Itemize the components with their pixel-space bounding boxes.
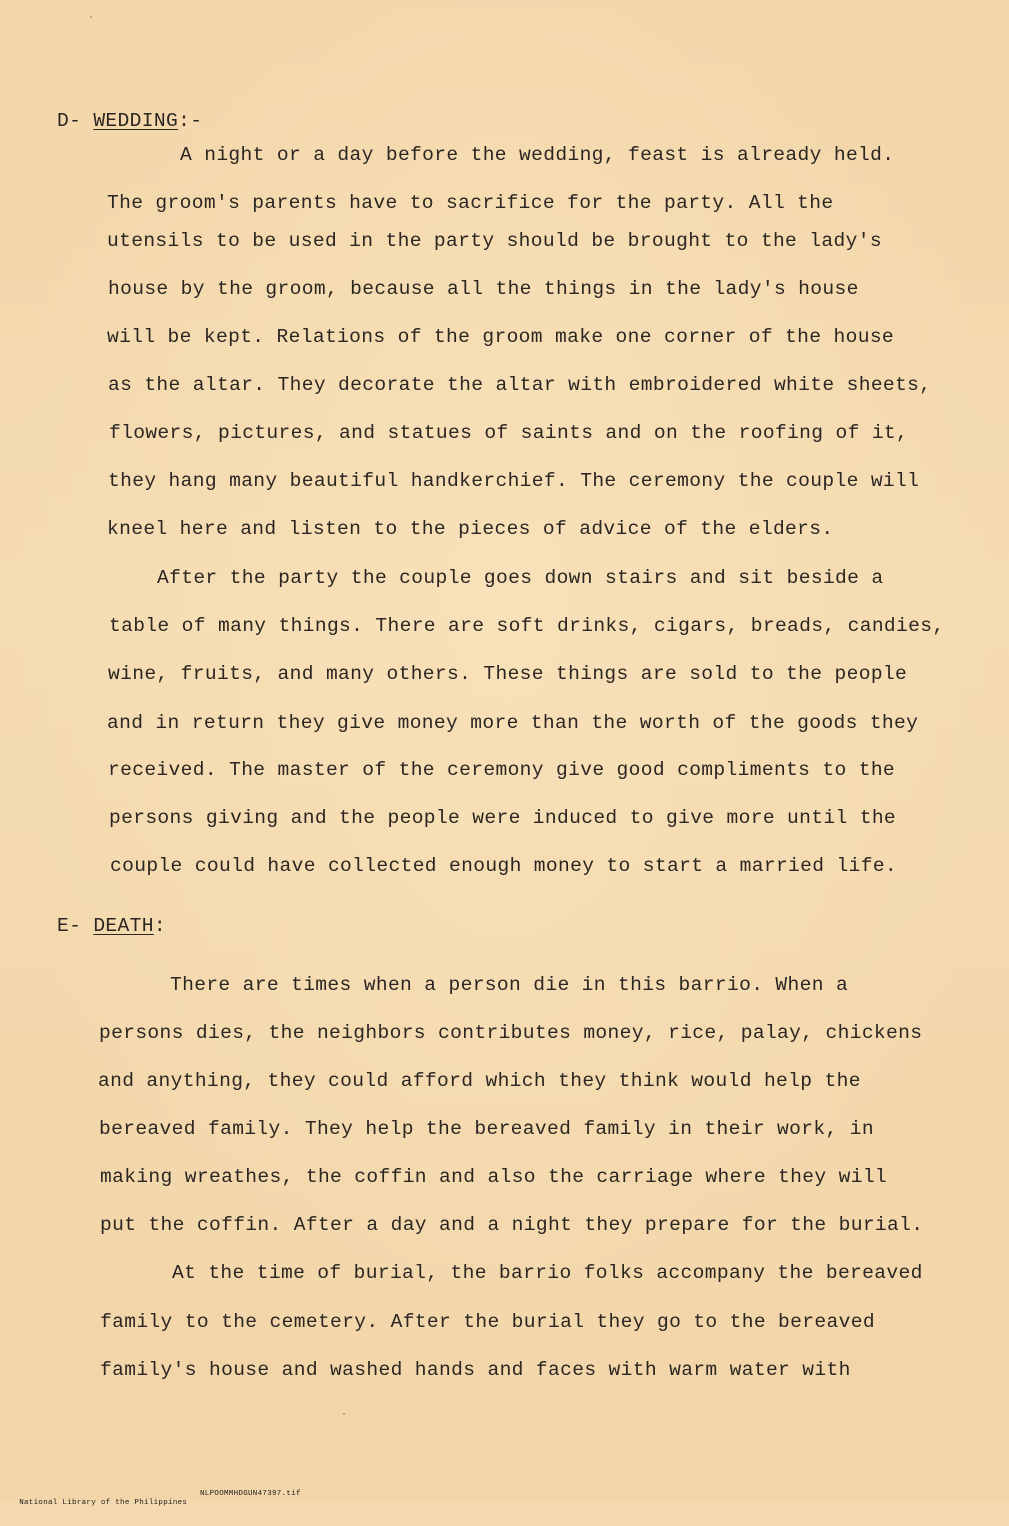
section-d-line: received. The master of the ceremony give good compliments to the [108, 759, 896, 781]
section-d-heading [57, 109, 202, 133]
section-d-line: couple could have collected enough money to start a married life. [110, 855, 898, 877]
scan-footer [0, 1490, 301, 1526]
section-e-line: There are times when a person die in this barrio. When a [170, 974, 849, 996]
section-d-line: they hang many beautiful handkerchief. The ceremony the couple will [108, 470, 920, 492]
section-d-line: utensils to be used in the party should be brought to the lady's [107, 230, 882, 252]
section-d-line: kneel here and listen to the pieces of advice of the elders. [107, 518, 834, 540]
section-e-line: family to the cemetery. After the burial they go to the bereaved [100, 1311, 875, 1333]
section-d-suffix: :- [178, 110, 203, 132]
section-d-line: and in return they give money more than the worth of the goods they [107, 712, 919, 734]
section-e-title: DEATH [93, 915, 154, 937]
section-d-prefix: D- [57, 110, 94, 132]
section-d-line: will be kept. Relations of the groom make one corner of the house [107, 326, 895, 348]
section-e-prefix: E- [57, 915, 94, 937]
section-d-line: wine, fruits, and many others. These things are sold to the people [108, 663, 908, 685]
section-e-heading [57, 914, 166, 938]
section-e-line: and anything, they could afford which they think would help the [98, 1070, 861, 1092]
paper-speck [343, 1413, 345, 1415]
section-e-suffix: : [153, 915, 166, 937]
section-d-line: The groom's parents have to sacrifice for the party. All the [107, 192, 834, 214]
section-e-line: bereaved family. They help the bereaved family in their work, in [99, 1118, 874, 1140]
section-d-line: A night or a day before the wedding, feast is already held. [180, 144, 895, 166]
section-d-line: flowers, pictures, and statues of saints and on the roofing of it, [109, 422, 909, 444]
paper-speck [90, 16, 92, 18]
section-d-line: After the party the couple goes down stairs and sit beside a [157, 567, 884, 589]
section-d-line: table of many things. There are soft drinks, cigars, breads, candies, [109, 615, 945, 637]
footer-library: National Library of the Philippines [19, 1499, 188, 1507]
section-e-line: persons dies, the neighbors contributes money, rice, palay, chickens [99, 1022, 923, 1044]
section-d-line: house by the groom, because all the things in the lady's house [108, 278, 859, 300]
footer-file-code: NLPOOMMHDGUN47397.tif [200, 1490, 301, 1498]
section-e-line: At the time of burial, the barrio folks accompany the bereaved [172, 1262, 923, 1284]
section-d-line: as the altar. They decorate the altar with embroidered white sheets, [108, 374, 932, 396]
section-d-title: WEDDING [93, 110, 179, 132]
section-e-line: making wreathes, the coffin and also the carriage where they will [100, 1166, 888, 1188]
section-e-line: family's house and washed hands and faces with warm water with [100, 1359, 851, 1381]
section-e-line: put the coffin. After a day and a night they prepare for the burial. [100, 1214, 924, 1236]
section-d-line: persons giving and the people were induced to give more until the [109, 807, 897, 829]
